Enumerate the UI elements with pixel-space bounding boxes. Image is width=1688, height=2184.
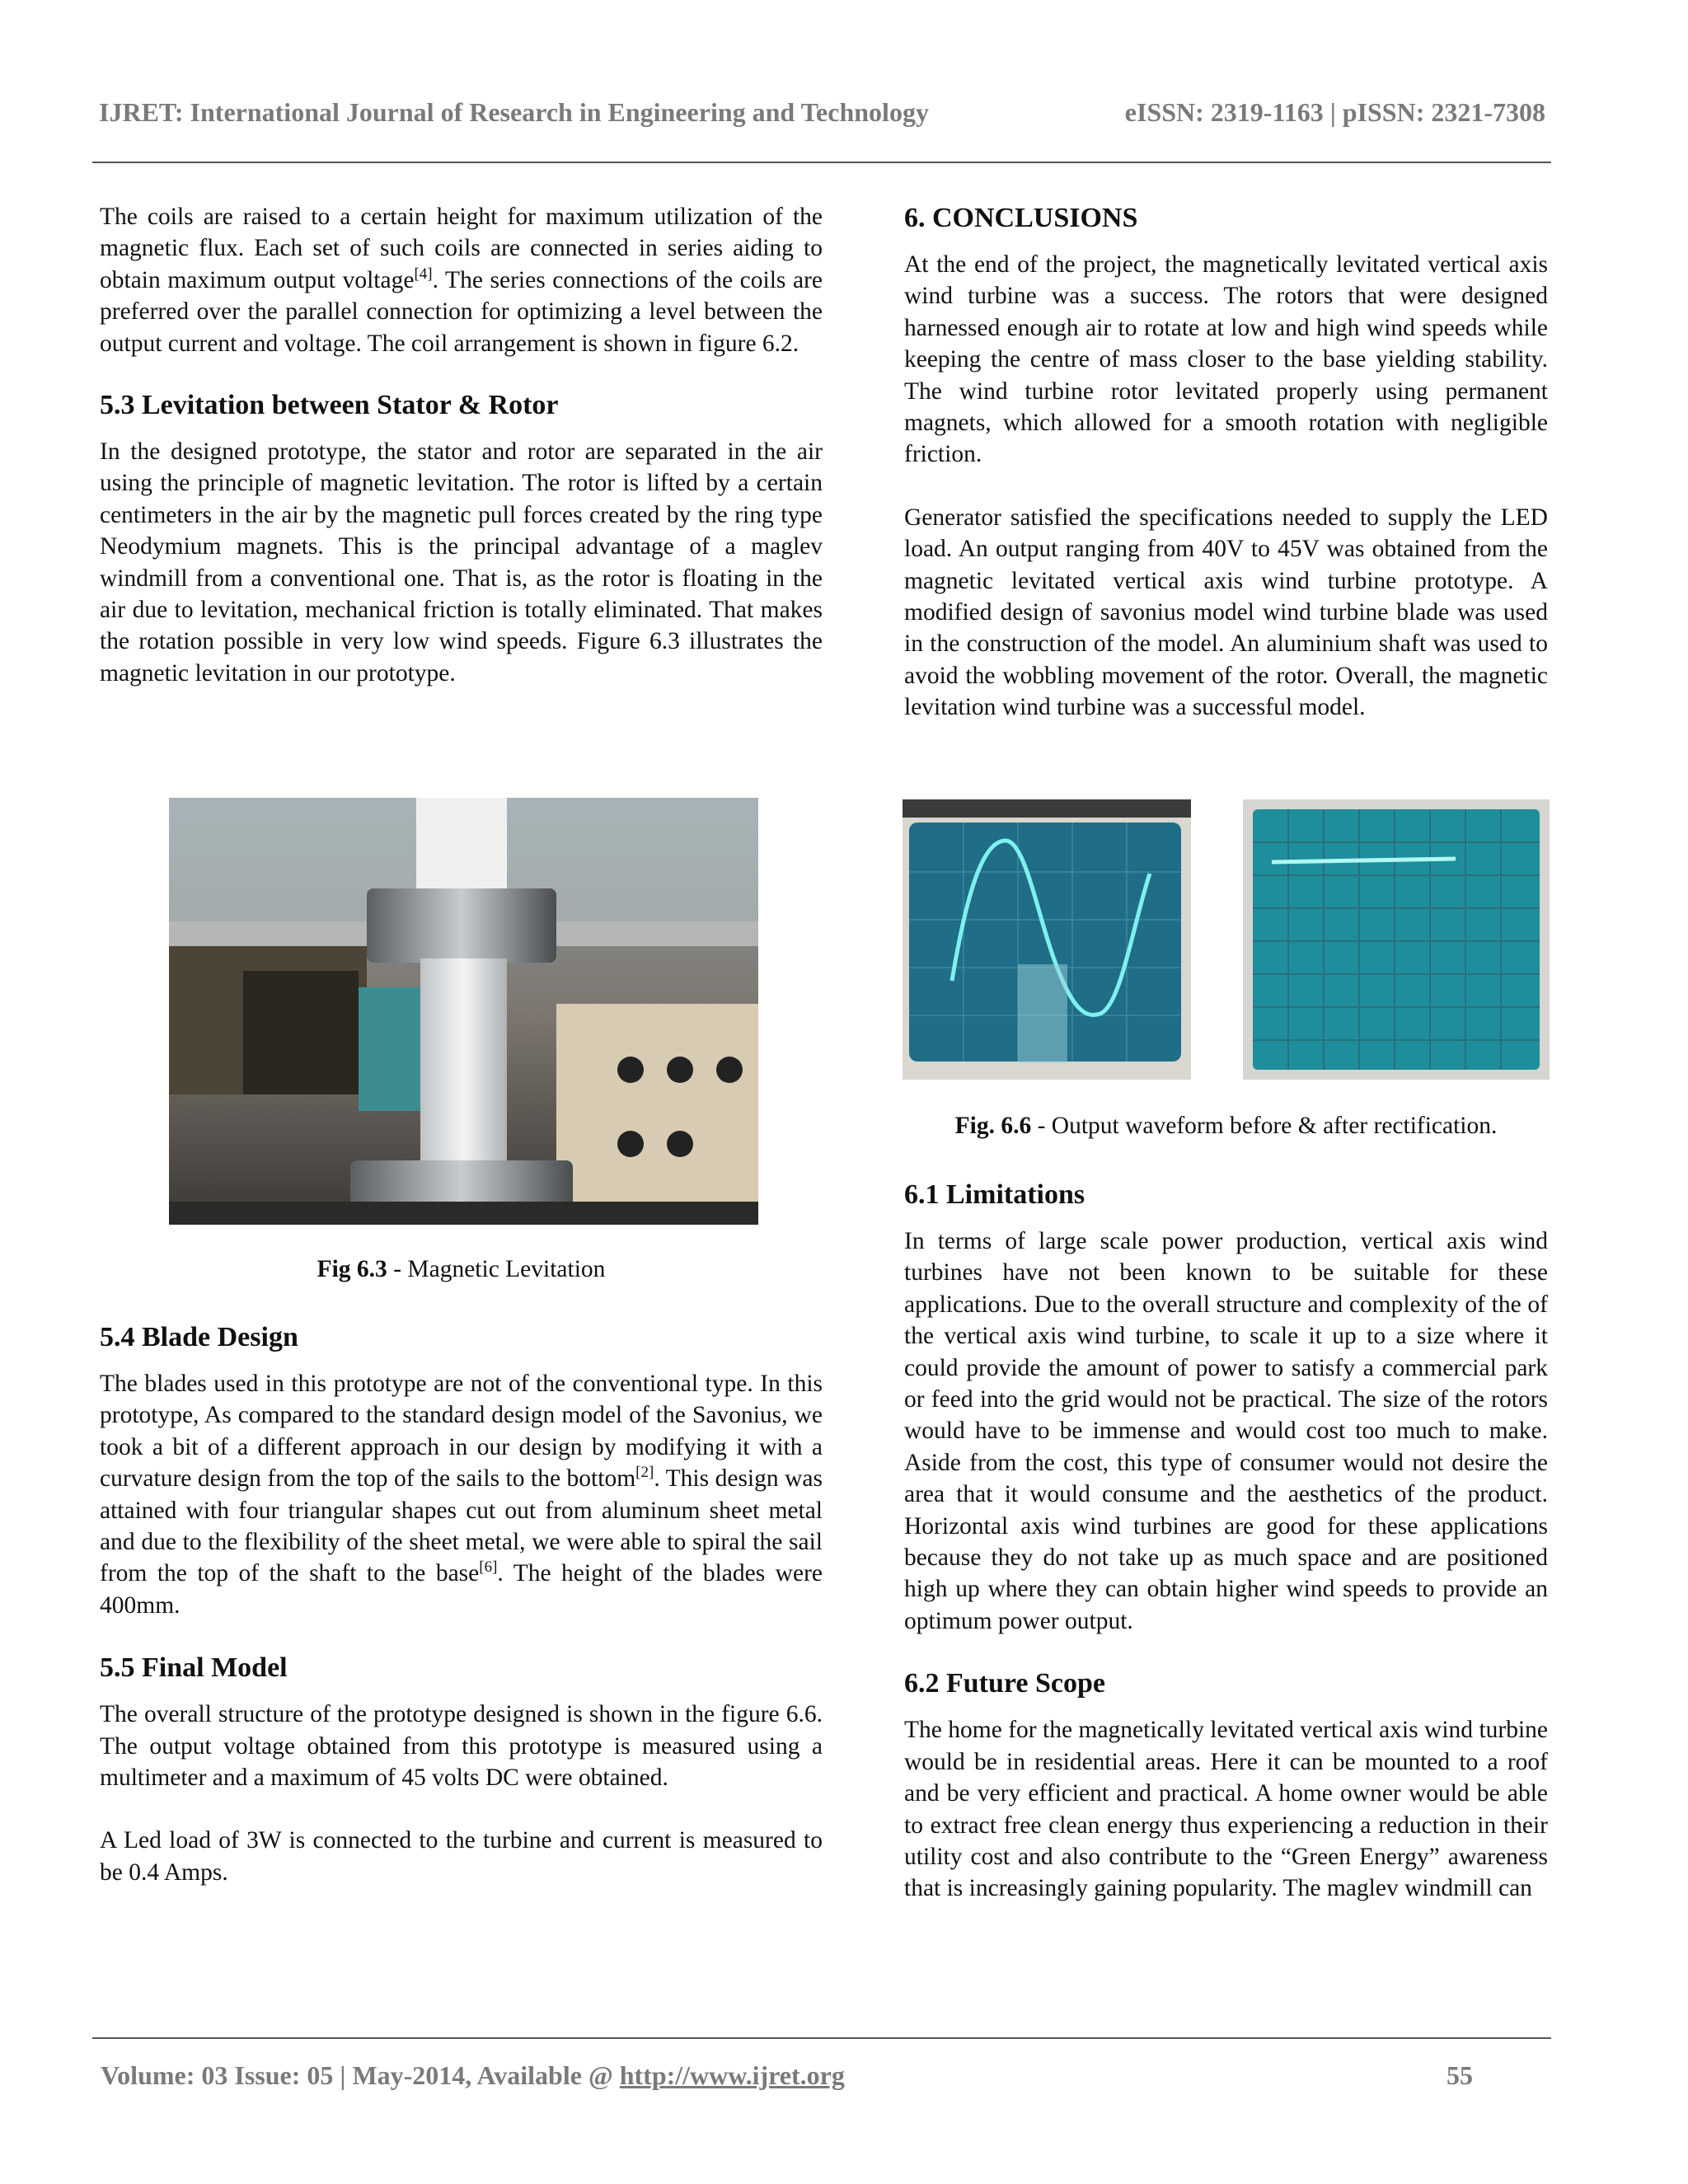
volume-info: Volume: 03 Issue: 05 | May-2014, Available @ http://www.ijret.org — [101, 2060, 845, 2090]
left-column-lower — [100, 1320, 823, 1888]
conclusions-paragraph-1: At the end of the project, the magnetically levitated vertical axis wind turbine was a success. The rotors that were designed harnessed enough air to rotate at low and high wind speeds while keeping the centre of mass closer to the base yielding stability. The wind turbine rotor levitated properly using permanent magnets, which allowed for a smooth rotation with negligible friction. — [904, 251, 1548, 468]
journal-link[interactable]: http://www.ijret.org — [619, 2060, 845, 2090]
journal-title: IJRET: International Journal of Research in Engineering and Technology — [99, 97, 929, 127]
magnetic-levitation-photo — [169, 798, 758, 1225]
left-column — [100, 201, 823, 689]
running-header — [99, 97, 1545, 128]
section-6-heading: 6. CONCLUSIONS — [904, 203, 1138, 233]
limitations-paragraph: In terms of large scale power production, vertical axis wind turbines have not been known to be suitable for these applications. Due to the overall structure and complexity of the of the vertical axis wind turbine, to scale it up to a size where it could provide the amount of power to satisfy a commercial park or feed into the grid would not be practical. The size of the rotors would have to be immense and would cost too much to make. Aside from the cost, this type of consumer would not desire the area that it would consume and the aesthetics of the product. Horizontal axis wind turbines are good for these applications because they do not take up as much space and are positioned high up where they can obtain higher wind speeds to provide an optimum power output. — [904, 1228, 1548, 1634]
section-5-4-heading: 5.4 Blade Design — [100, 1322, 298, 1352]
section-5-5-paragraph-2: A Led load of 3W is connected to the turbine and current is measured to be 0.4 Amps. — [100, 1827, 823, 1886]
ac-waveform-photo — [903, 799, 1191, 1080]
section-5-5-paragraph-1: The overall structure of the prototype designed is shown in the figure 6.6. The output voltage obtained from this prototype is measured using a multimeter and a maximum of 45 volts DC were obtained. — [100, 1701, 823, 1792]
future-scope-paragraph: The home for the magnetically levitated vertical axis wind turbine would be in residential areas. Here it can be mounted to a roof and be very efficient and practical. A home owner would be able to extract free clean energy thus experiencing a reduction in their utility cost and also contribute to the “Green Energy” awareness that is increasingly gaining popularity. The maglev windmill can — [904, 1717, 1548, 1902]
ref-4[interactable]: [4] — [414, 265, 433, 283]
footer-rule — [92, 2037, 1551, 2039]
section-5-4-paragraph: The blades used in this prototype are not of the conventional type. In this prototype, As compared to the standard design model of the Savonius, we took a bit of a different approach in our design by modifying it with a curvature design from the top of the sails to the bottom[2]. This design was attained with four triangular shapes cut out from aluminum sheet metal and due to the flexibility of the sheet metal, we were able to spiral the sail from the top of the shaft to the base[6]. The height of the blades were 400mm. — [100, 1371, 823, 1619]
right-column — [904, 201, 1548, 724]
section-6-1-heading: 6.1 Limitations — [904, 1179, 1085, 1210]
fig-6-3-caption: Fig 6.3 - Magnetic Levitation — [316, 1256, 606, 1282]
section-6-2-heading: 6.2 Future Scope — [904, 1668, 1105, 1699]
coil-paragraph: The coils are raised to a certain height for maximum utilization of the magnetic flux. Each set of such coils are connected in series aiding to obtain maximum output voltage[4]. The series connections of the coils are preferred over the parallel connection for optimizing a level between the output current and voltage. The coil arrangement is shown in figure 6.2. — [100, 204, 823, 357]
fig-6-6-caption: Fig. 6.6 - Output waveform before & after rectification. — [954, 1113, 1498, 1139]
right-column-lower — [904, 1178, 1548, 1905]
ref-6[interactable]: [6] — [479, 1558, 498, 1577]
running-footer — [101, 2060, 1473, 2091]
section-5-3-heading: 5.3 Levitation between Stator & Rotor — [100, 390, 559, 421]
section-5-3-paragraph: In the designed prototype, the stator and rotor are separated in the air using the principle of magnetic levitation. The rotor is lifted by a certain centimeters in the air by the magnetic pull forces created by the ring type Neodymium magnets. This is the principal advantage of a maglev windmill from a conventional one. That is, as the rotor is floating in the air due to levitation, mechanical friction is totally eliminated. That makes the rotation possible in very low wind speeds. Figure 6.3 illustrates the magnetic levitation in our prototype. — [100, 438, 823, 687]
dc-waveform-photo — [1243, 799, 1550, 1080]
ref-2[interactable]: [2] — [635, 1464, 654, 1482]
issn: eISSN: 2319-1163 | pISSN: 2321-7308 — [1124, 97, 1545, 127]
conclusions-paragraph-2: Generator satisfied the specifications needed to supply the LED load. An output ranging from 40V to 45V was obtained from the magnetic levitated vertical axis wind turbine prototype. A modified design of savonius model wind turbine blade was used in the construction of the model. An aluminium shaft was used to avoid the wobbling movement of the rotor. Overall, the magnetic levitation wind turbine was a successful model. — [904, 504, 1548, 721]
section-5-5-heading: 5.5 Final Model — [100, 1652, 288, 1684]
header-rule — [92, 162, 1551, 163]
page-number: 55 — [1447, 2060, 1473, 2090]
